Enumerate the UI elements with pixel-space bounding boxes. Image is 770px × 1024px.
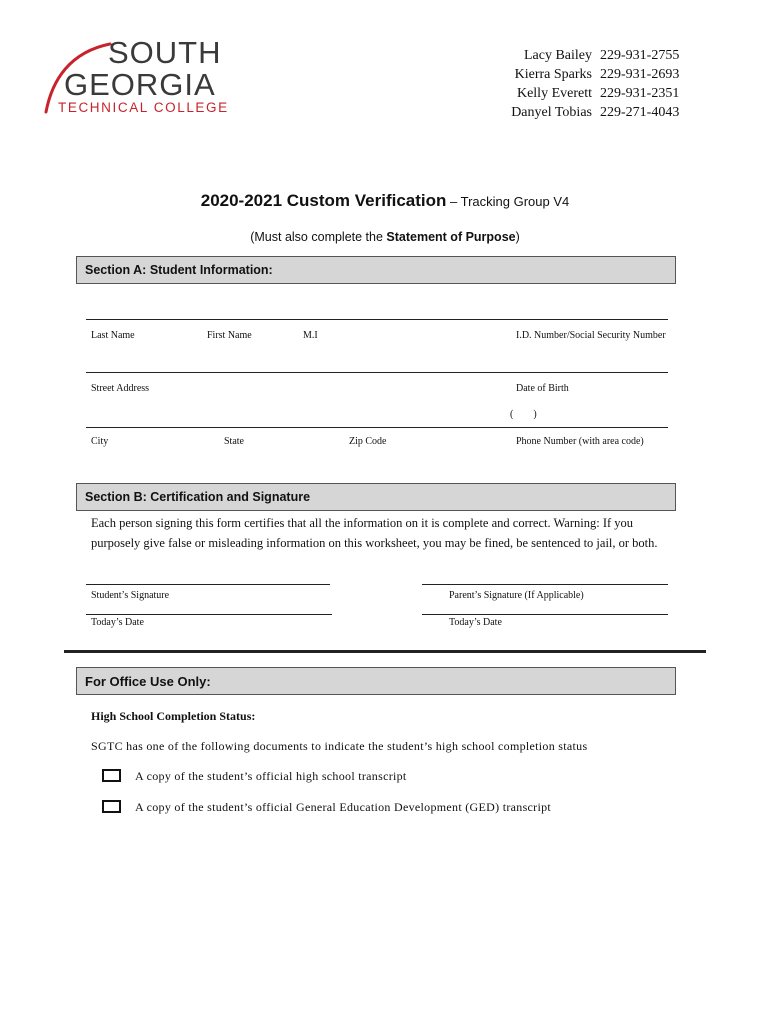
subtitle-before: (Must also complete the [250,230,387,244]
date-of-birth-label: Date of Birth [516,383,569,394]
subtitle-after: ) [515,230,520,244]
address-row-line[interactable] [86,372,668,373]
todays-date-label-left: Today’s Date [91,617,144,628]
divider [64,650,706,653]
name-row-line[interactable] [86,319,668,320]
contact-name: Kelly Everett [516,86,592,101]
contact-row [500,84,679,103]
section-b-heading: Section B: Certification and Signature [76,483,676,511]
ged-transcript-option: A copy of the student’s official General Education Development (GED) transcript [135,800,552,814]
hs-completion-intro: SGTC has one of the following documents to indicate the student’s high school completion status [91,739,588,753]
contact-row [500,46,679,65]
office-use-heading: For Office Use Only: [76,667,676,695]
logo-text-technical-college: TECHNICAL COLLEGE [58,100,229,115]
contact-phone: 229-271-4043 [600,105,680,120]
first-name-label: First Name [207,330,252,341]
contact-row [500,65,679,84]
parent-signature-line[interactable] [422,584,668,585]
contact-phone: 229-931-2693 [600,67,680,82]
section-a-heading: Section A: Student Information: [76,256,676,284]
contact-phone: 229-931-2351 [600,86,680,101]
parent-signature-label: Parent’s Signature (If Applicable) [449,590,584,601]
student-date-line[interactable] [86,614,332,615]
state-label: State [224,436,244,447]
logo-text-georgia: GEORGIA [64,67,216,102]
student-signature-line[interactable] [86,584,330,585]
page-title [0,191,770,211]
area-code-parentheses: ( ) [510,409,537,420]
parent-date-line[interactable] [422,614,668,615]
page-subtitle [0,230,770,244]
hs-transcript-checkbox[interactable] [102,769,121,782]
ged-transcript-checkbox[interactable] [102,800,121,813]
last-name-label: Last Name [91,330,135,341]
contact-name: Lacy Bailey [523,48,592,63]
title-main: 2020-2021 Custom Verification [200,191,447,210]
contact-phone: 229-931-2755 [600,48,680,63]
certification-text: Each person signing this form certifies that all the information on it is complete and correct. Warning: If you purposely give false or misleading information on this worksheet, you may be fined, be sentenced to jail, or both. [91,516,658,550]
subtitle-statement-of-purpose: Statement of Purpose [386,230,516,244]
street-address-label: Street Address [91,383,150,394]
city-row-line[interactable] [86,427,668,428]
contact-name: Kierra Sparks [514,67,592,82]
middle-initial-label: M.I [303,330,318,341]
title-tracking-group: – Tracking Group V4 [446,194,570,209]
city-label: City [91,436,109,447]
zip-code-label: Zip Code [349,436,387,447]
phone-number-label: Phone Number (with area code) [516,436,644,447]
contact-name: Danyel Tobias [511,105,592,120]
hs-completion-status-label: High School Completion Status: [91,709,256,723]
todays-date-label-right: Today’s Date [449,617,502,628]
contact-row [500,103,679,122]
logo-text-south: SOUTH [108,35,222,70]
student-signature-label: Student’s Signature [91,590,170,601]
id-number-label: I.D. Number/Social Security Number [516,330,666,341]
hs-transcript-option: A copy of the student’s official high school transcript [135,769,407,783]
contact-list [500,46,679,122]
